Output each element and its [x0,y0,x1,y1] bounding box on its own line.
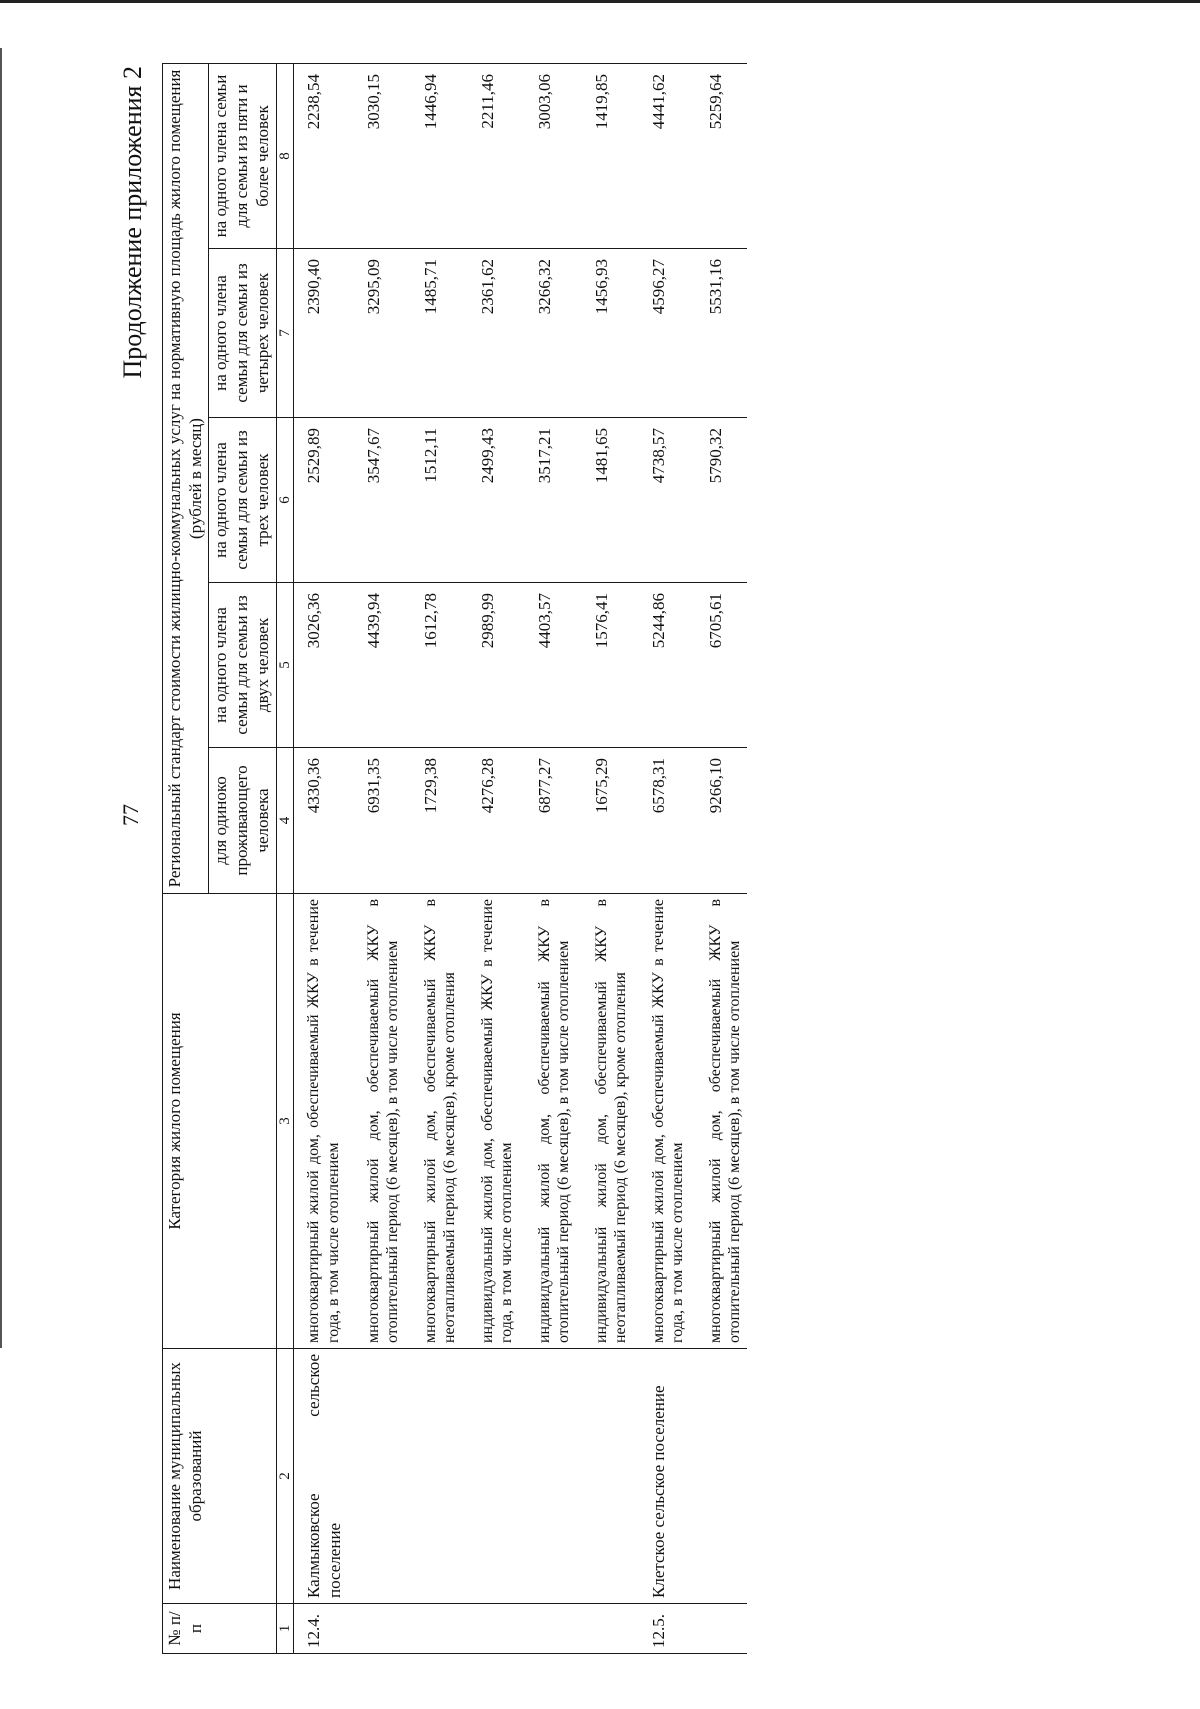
cost-family-two: 4403,57 [519,583,576,748]
cost-family-four: 3266,32 [519,249,576,418]
column-number: 4 [276,748,294,894]
cost-family-two: 1612,78 [405,583,462,748]
cost-family-three: 1481,65 [576,418,633,583]
cost-family-five: 5259,64 [690,64,747,249]
cost-family-four: 2390,40 [294,249,348,418]
housing-category: многоквартирный жилой дом, обеспечиваемый ЖКУ в течение года, в том числе отоплением [294,894,348,1349]
column-number: 7 [276,249,294,418]
housing-category: многоквартирный жилой дом, обеспечиваемый ЖКУ в отопительный период (6 месяцев), в том числе отоплением [348,894,405,1349]
cost-family-five: 3003,06 [519,64,576,249]
column-number: 1 [276,1604,294,1654]
cost-family-five: 2238,54 [294,64,348,249]
rotated-document-page [118,60,1078,1660]
cost-single: 1675,29 [576,748,633,894]
cost-family-two: 3026,36 [294,583,348,748]
cost-family-five: 3030,15 [348,64,405,249]
cost-family-five: 2211,46 [462,64,519,249]
cost-family-two: 6705,61 [690,583,747,748]
table-row [348,64,405,1654]
housing-category: индивидуальный жилой дом, обеспечиваемый ЖКУ в отопительный период (6 месяцев), в том числе отоплением [519,894,576,1349]
column-number: 3 [276,894,294,1349]
housing-category: многоквартирный жилой дом, обеспечиваемый ЖКУ в течение года, в том числе отоплением [633,894,690,1349]
housing-category: многоквартирный жилой дом, обеспечиваемый ЖКУ в отопительный период (6 месяцев), в том числе отоплением [690,894,747,1349]
cost-family-two: 2989,99 [462,583,519,748]
cost-family-two: 4439,94 [348,583,405,748]
housing-category: многоквартирный жилой дом, обеспечиваемый ЖКУ в неотапливаемый период (6 месяцев), кроме отопления [405,894,462,1349]
column-number: 5 [276,583,294,748]
cost-single: 1729,38 [405,748,462,894]
cost-family-four: 1456,93 [576,249,633,418]
header-category: Категория жилого помещения [163,894,277,1349]
municipality-name: Калмыковское сельское поселение [294,1349,348,1604]
header-family-five: на одного члена семьи для семьи из пяти и более человек [209,64,276,249]
table-body [294,64,747,1654]
header-regional-standard: Региональный стандарт стоимости жилищно-коммунальных услуг на нормативную площадь жилого помещения (рублей в месяц) [163,64,209,894]
cost-single: 6931,35 [348,748,405,894]
row-number [576,1604,633,1654]
header-family-three: на одного члена семьи для семьи из трех человек [209,418,276,583]
cost-family-three: 3547,67 [348,418,405,583]
municipality-name [576,1349,633,1604]
housing-category: индивидуальный жилой дом, обеспечиваемый ЖКУ в течение года, в том числе отоплением [462,894,519,1349]
row-number [519,1604,576,1654]
scan-edge-top [0,0,1200,3]
cost-family-five: 1419,85 [576,64,633,249]
table-row [519,64,576,1654]
cost-family-five: 1446,94 [405,64,462,249]
column-number: 8 [276,64,294,249]
municipality-name [348,1349,405,1604]
municipality-name [462,1349,519,1604]
cost-family-three: 1512,11 [405,418,462,583]
cost-single: 6877,27 [519,748,576,894]
continuation-label: Продолжение приложения 2 [118,66,147,379]
cost-single: 4330,36 [294,748,348,894]
column-number: 6 [276,418,294,583]
cost-family-three: 3517,21 [519,418,576,583]
table-row [462,64,519,1654]
row-number [405,1604,462,1654]
table-row [294,64,348,1654]
cost-family-five: 4441,62 [633,64,690,249]
row-number [348,1604,405,1654]
header-family-four: на одного члена семьи для семьи из четырех человек [209,249,276,418]
cost-family-three: 4738,57 [633,418,690,583]
table-row [690,64,747,1654]
table-row [576,64,633,1654]
cost-family-two: 1576,41 [576,583,633,748]
table-row [633,64,690,1654]
cost-family-three: 2529,89 [294,418,348,583]
header-municipality: Наименование муниципальных образований [163,1349,277,1604]
row-number: 12.4. [294,1604,348,1654]
cost-family-four: 3295,09 [348,249,405,418]
cost-family-four: 2361,62 [462,249,519,418]
row-number [462,1604,519,1654]
header-single: для одиноко проживающего человека [209,748,276,894]
cost-family-four: 1485,71 [405,249,462,418]
cost-family-four: 4596,27 [633,249,690,418]
municipality-name [690,1349,747,1604]
cost-family-two: 5244,86 [633,583,690,748]
municipality-name [519,1349,576,1604]
table-row [405,64,462,1654]
row-number: 12.5. [633,1604,690,1654]
cost-single: 6578,31 [633,748,690,894]
row-number [690,1604,747,1654]
cost-family-three: 2499,43 [462,418,519,583]
table-header-row [163,64,209,1654]
cost-family-three: 5790,32 [690,418,747,583]
page-number: 77 [118,804,143,826]
cost-family-four: 5531,16 [690,249,747,418]
municipality-name [405,1349,462,1604]
column-number: 2 [276,1349,294,1604]
housing-category: индивидуальный жилой дом, обеспечиваемый ЖКУ в неотапливаемый период (6 месяцев), кроме отопления [576,894,633,1349]
column-number-row [276,64,294,1654]
header-number: № п/п [163,1604,277,1654]
housing-cost-table [162,63,747,1654]
header-family-two: на одного члена семьи для семьи из двух человек [209,583,276,748]
municipality-name: Клетское сельское поселение [633,1349,690,1604]
cost-single: 9266,10 [690,748,747,894]
scan-edge-left [0,48,2,1348]
cost-single: 4276,28 [462,748,519,894]
